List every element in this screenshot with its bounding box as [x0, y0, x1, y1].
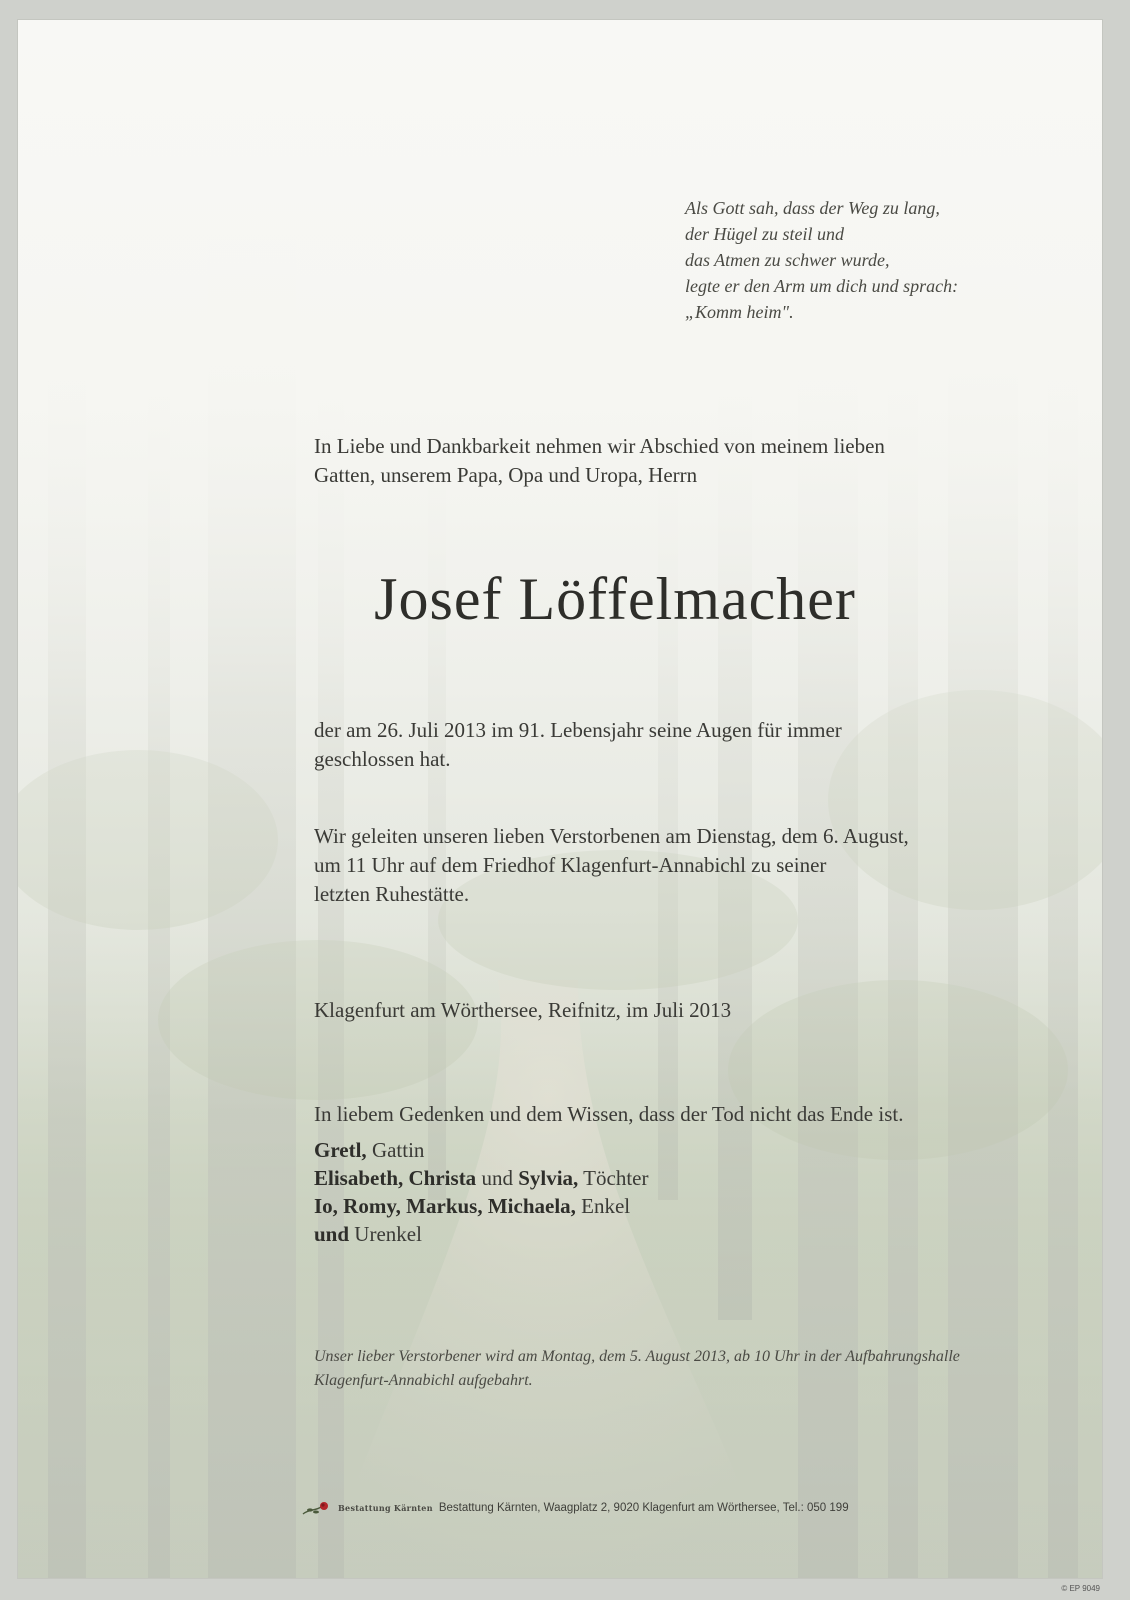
family-names: und — [314, 1222, 350, 1246]
family-names: Gretl, — [314, 1138, 367, 1162]
poem-line: das Atmen zu schwer wurde, — [685, 250, 890, 270]
family-join: und — [476, 1166, 519, 1190]
viewing-note — [314, 1345, 1054, 1393]
family-names: Sylvia, — [518, 1166, 579, 1190]
family-relation: Enkel — [575, 1194, 631, 1218]
poem — [685, 195, 1025, 325]
footer-address: Bestattung Kärnten, Waagplatz 2, 9020 Klagenfurt am Wörthersee, Tel.: 050 199 — [438, 1502, 849, 1514]
intro-paragraph — [314, 432, 1014, 490]
funeral-paragraph — [314, 822, 1014, 909]
family-row — [314, 1220, 1014, 1248]
memory-line: In liebem Gedenken und dem Wissen, dass der Tod nicht das Ende ist. — [314, 1102, 904, 1126]
family-relation: Gattin — [366, 1138, 425, 1162]
family-row — [314, 1164, 1014, 1192]
family-relation: Urenkel — [349, 1222, 422, 1246]
family-row — [314, 1136, 1014, 1164]
deceased-name: Josef Löffelmacher — [374, 566, 856, 632]
poem-line: „Komm heim". — [685, 302, 794, 322]
family-list — [314, 1136, 1014, 1248]
note-line: Unser lieber Verstorbener wird am Montag, dem 5. August 2013, ab 10 Uhr in der Aufbahrungshalle — [314, 1348, 960, 1365]
logo-wordmark: Bestattung Kärnten — [338, 1503, 433, 1513]
print-code: © EP 9049 — [1061, 1584, 1100, 1593]
family-relation: Töchter — [578, 1166, 649, 1190]
obituary-frame — [18, 20, 1102, 1578]
place-date: Klagenfurt am Wörthersee, Reifnitz, im Juli 2013 — [314, 998, 732, 1022]
funeral-line: Wir geleiten unseren lieben Verstorbenen am Dienstag, dem 6. August, — [314, 824, 909, 848]
rose-logo-icon — [301, 1499, 335, 1517]
family-row — [314, 1192, 1014, 1220]
intro-line: Gatten, unserem Papa, Opa und Uropa, Herrn — [314, 463, 698, 487]
intro-line: In Liebe und Dankbarkeit nehmen wir Abschied von meinem lieben — [314, 434, 885, 458]
death-line: geschlossen hat. — [314, 747, 451, 771]
poem-line: der Hügel zu steil und — [685, 224, 844, 244]
note-line: Klagenfurt-Annabichl aufgebahrt. — [314, 1372, 533, 1389]
family-names: Elisabeth, Christa — [314, 1166, 477, 1190]
death-paragraph — [314, 716, 1014, 774]
poem-line: legte er den Arm um dich und sprach: — [685, 276, 959, 296]
death-line: der am 26. Juli 2013 im 91. Lebensjahr seine Augen für immer — [314, 718, 842, 742]
poem-line: Als Gott sah, dass der Weg zu lang, — [685, 198, 940, 218]
family-names: Io, Romy, Markus, Michaela, — [314, 1194, 576, 1218]
funeral-line: um 11 Uhr auf dem Friedhof Klagenfurt-Annabichl zu seiner — [314, 853, 827, 877]
funeral-line: letzten Ruhestätte. — [314, 882, 470, 906]
funeral-home-footer — [301, 1496, 1081, 1520]
